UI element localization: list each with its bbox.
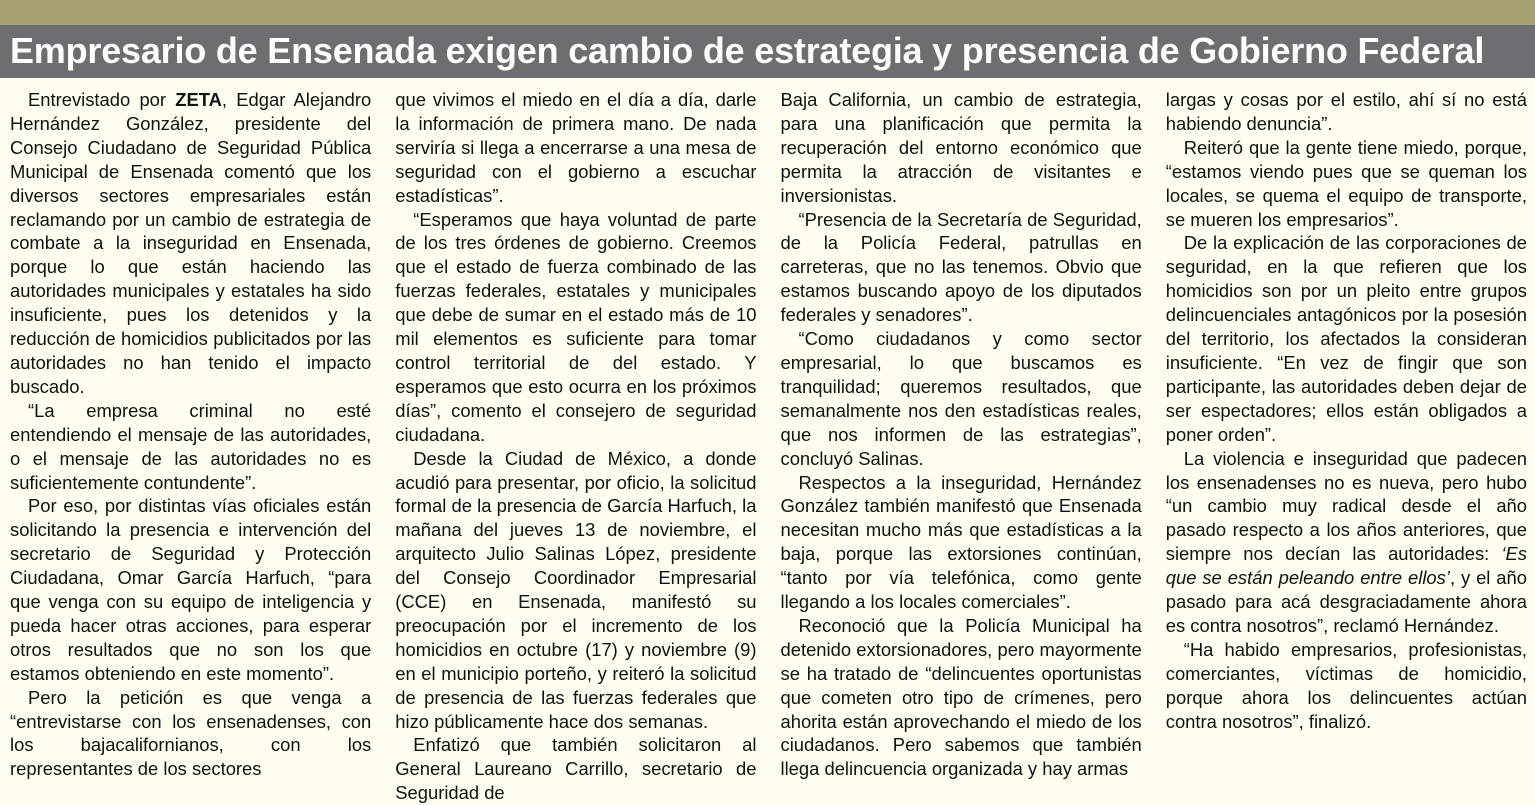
paragraph: “La empresa criminal no esté entendiendo el mensaje de las autoridades, o el mensaje de las autoridades no es suficientemente contundente”. (10, 399, 372, 493)
paragraph: “Presencia de la Secretaría de Seguridad, de la Policía Federal, patrullas en carreteras, que no las tenemos. Obvio que estamos buscando apoyo de los diputados federales y senadores”. (780, 208, 1142, 326)
paragraph: Reiteró que la gente tiene miedo, porque, “estamos viendo pues que se queman los locales, se quema el equipo de transporte, se mueren los empresarios”. (1165, 136, 1527, 230)
article-column-1 (10, 88, 372, 780)
paragraph: “Esperamos que haya voluntad de parte de los tres órdenes de gobierno. Creemos que el estado de fuerza combinado de las fuerzas federales, estatales y municipales que debe de sumar en el estado más de 10 mil elementos es suficiente para tomar control territorial de del estado. Y esperamos que esto ocurra en los próximos días”, comento el consejero de seguridad ciudadana. (395, 208, 757, 445)
article-column-4 (1165, 88, 1527, 732)
italic-quote: ‘Es que se están peleando entre ellos’ (1165, 543, 1527, 589)
headline: Empresario de Ensenada exigen cambio de estrategia y presencia de Gobierno Federal (0, 25, 1535, 78)
paragraph: “Ha habido empresarios, profesionistas, comerciantes, víctimas de homicidio, porque ahora los delincuentes actúan contra nosotros”, finalizó. (1165, 638, 1527, 732)
paragraph: La violencia e inseguridad que padecen los ensenadenses no es nueva, pero hubo “un cambio muy radical desde el año pasado respecto a los años anteriores, que siempre nos decían las autoridades: ‘Es que se están peleando entre ellos’, y el año pasado para acá desgraciadamente ahora es contra nosotros”, reclamó Hernández. (1165, 447, 1527, 636)
paragraph: Enfatizó que también solicitaron al General Laureano Carrillo, secretario de Seguridad de (395, 734, 757, 804)
article-column-2 (395, 88, 757, 804)
paragraph: Entrevistado por ZETA, Edgar Alejandro Hernández González, presidente del Consejo Ciudadano de Seguridad Pública Municipal de Ensenada comentó que los diversos sectores empresariales están reclamando por un cambio de estrategia de combate a la inseguridad en Ensenada, porque lo que están haciendo las autoridades municipales y estatales ha sido insuficiente, pues los detenidos y la reducción de homicidios publicitados por las autoridades no han tenido el impacto buscado. (10, 89, 372, 397)
article-body (0, 78, 1535, 804)
paragraph: Respectos a la inseguridad, Hernández González también manifestó que Ensenada necesitan mucho más que estadísticas a la baja, porque las extorsiones continúan, “tanto por vía telefónica, como gente llegando a los locales comerciales”. (780, 471, 1142, 613)
paragraph: largas y cosas por el estilo, ahí sí no está habiendo denuncia”. (1165, 89, 1527, 134)
article-column-3 (780, 88, 1142, 780)
paragraph: De la explicación de las corporaciones de seguridad, en la que refieren que los homicidios son por un pleito entre grupos delincuenciales antagónicos por la posesión del territorio, los afectados la consideran insuficiente. “En vez de fingir que son participante, las autoridades deben dejar de ser espectadores; ellos están obligados a poner orden”. (1165, 232, 1527, 445)
paragraph: “Como ciudadanos y como sector empresarial, lo que buscamos es tranquilidad; queremos resultados, que semanalmente nos den estadísticas reales, que nos informen de las estrategias”, concluyó Salinas. (780, 328, 1142, 469)
paragraph: Reconoció que la Policía Municipal ha detenido extorsionadores, pero mayormente se ha tratado de “delincuentes oportunistas que cometen otro tipo de crímenes, pero ahorita están aprovechando el miedo de los ciudadanos. Pero sabemos que también llega delincuencia organizada y hay armas (780, 614, 1142, 780)
paragraph: que vivimos el miedo en el día a día, darle la información de primera mano. De nada serviría si llega a encerrarse a una mesa de seguridad con el gobierno a escuchar estadísticas”. (395, 89, 757, 206)
paragraph: Por eso, por distintas vías oficiales están solicitando la presencia e intervención del secretario de Seguridad y Protección Ciudadana, Omar García Harfuch, “para que venga con su equipo de inteligencia y pueda hacer otras acciones, para esperar otros resultados que no son los que estamos obteniendo en este momento”. (10, 495, 372, 684)
paragraph: Baja California, un cambio de estrategia, para una planificación que permita la recuperación del entorno económico que permita la atracción de visitantes e inversionistas. (780, 89, 1142, 206)
paragraph: Desde la Ciudad de México, a donde acudió para presentar, por oficio, la solicitud formal de la presencia de García Harfuch, la mañana del jueves 13 de noviembre, el arquitecto Julio Salinas López, presidente del Consejo Coordinador Empresarial (CCE) en Ensenada, manifestó su preocupación por el incremento de los homicidios en octubre (17) y noviembre (9) en el municipio porteño, y reiteró la solicitud de presencia de las fuerzas federales que hizo públicamente hace dos semanas. (395, 447, 757, 732)
top-color-bar (0, 0, 1535, 25)
paragraph: Pero la petición es que venga a “entrevistarse con los ensenadenses, con los bajacalifornianos, con los representantes de los sectores (10, 686, 372, 780)
publication-name: ZETA (175, 89, 222, 110)
